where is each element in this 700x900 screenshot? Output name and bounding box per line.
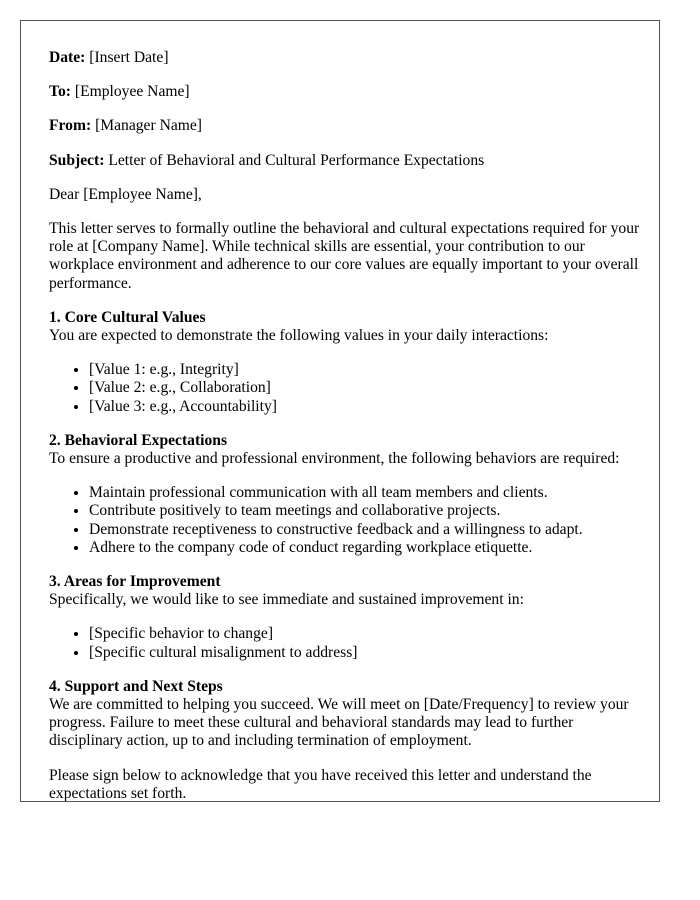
subject-line [49, 152, 645, 170]
salutation: Dear [Employee Name], [49, 185, 202, 203]
list-item: • Maintain professional communication with all team members and clients. [89, 484, 645, 502]
list-item: • [Value 1: e.g., Integrity] [89, 361, 645, 379]
section-2-text: To ensure a productive and professional environment, the following behaviors are required: [49, 450, 620, 468]
to-line [49, 83, 645, 101]
date-label: Date: [49, 49, 86, 66]
subject-label: Subject: [49, 151, 105, 169]
section-3-list [49, 625, 645, 661]
section-4-text: We are committed to helping you succeed. We will meet on [Date/Frequency] to review your progress. Failure to meet these cultural and behavioral standards may lead to further disciplinary action, up to and including termination of employment. [49, 696, 629, 750]
to-value: [Employee Name] [74, 83, 190, 101]
section-1-title: 1. Core Cultural Values [49, 308, 206, 326]
list-item: • Adhere to the company code of conduct regarding workplace etiquette. [89, 539, 645, 557]
section-2-title: 2. Behavioral Expectations [49, 431, 228, 449]
list-item: • [Value 2: e.g., Collaboration] [89, 379, 645, 397]
section-3-text: Specifically, we would like to see immediate and sustained improvement in: [49, 591, 524, 609]
section-1-list [49, 361, 645, 416]
subject-value: Letter of Behavioral and Cultural Performance Expectations [108, 151, 485, 169]
section-1-text: You are expected to demonstrate the following values in your daily interactions: [49, 327, 549, 345]
section-4-title: 4. Support and Next Steps [49, 677, 223, 695]
section-2-list [49, 484, 645, 557]
from-label: From: [49, 117, 92, 135]
letter-page [20, 20, 660, 802]
date-line [49, 49, 645, 67]
from-line [49, 117, 645, 135]
closing-paragraph: Please sign below to acknowledge that you have received this letter and understand the expectations set forth. [49, 766, 592, 802]
list-item: • Demonstrate receptiveness to constructive feedback and a willingness to adapt. [89, 521, 645, 539]
from-value: [Manager Name] [95, 117, 202, 135]
date-value: [Insert Date] [89, 49, 169, 66]
letter-content [49, 49, 645, 802]
list-item: • [Specific behavior to change] [89, 625, 645, 643]
list-item: • [Specific cultural misalignment to address] [89, 644, 645, 662]
section-3-title: 3. Areas for Improvement [49, 573, 221, 591]
list-item: • [Value 3: e.g., Accountability] [89, 398, 645, 416]
to-label: To: [49, 83, 71, 101]
intro-paragraph: This letter serves to formally outline the behavioral and cultural expectations required for your role at [Company Name]. While technical skills are essential, your contribution to our workplace environment and adherence to our core values are equally important to your overall performance. [49, 220, 640, 292]
list-item: • Contribute positively to team meetings and collaborative projects. [89, 502, 645, 520]
